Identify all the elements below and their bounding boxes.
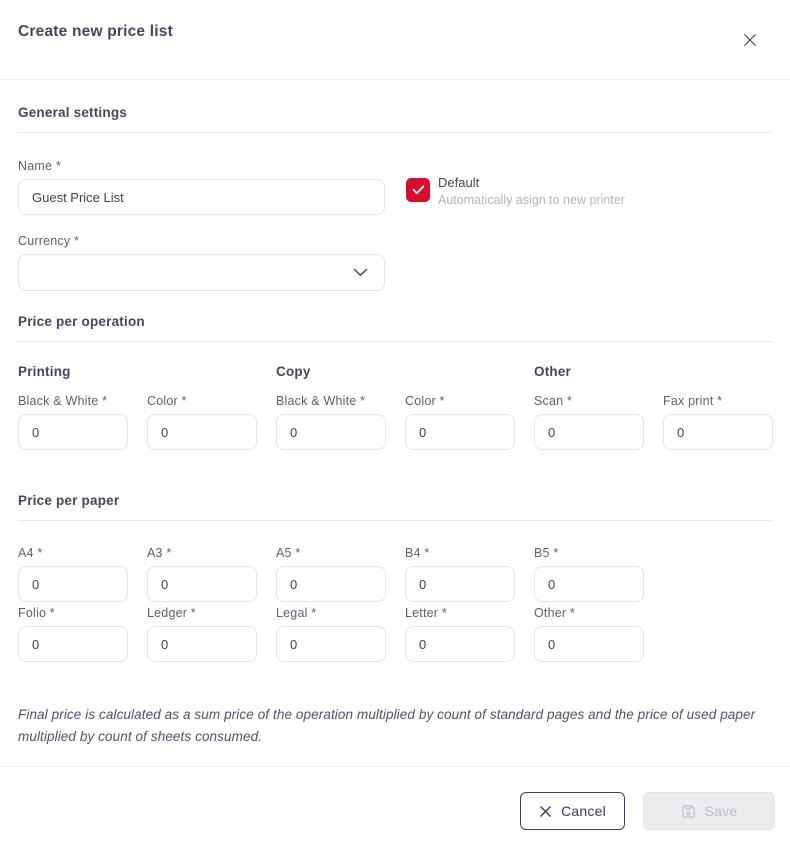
folio-field — [18, 606, 128, 662]
close-button[interactable] — [738, 28, 762, 52]
default-label: Default — [438, 175, 480, 190]
copy-bw-label: Black & White * — [276, 394, 366, 408]
a4-field — [18, 546, 128, 602]
final-price-note: Final price is calculated as a sum price of the operation multiplied by count of standard pages and the price of used paper multiplied by count of sheets consumed. — [18, 707, 756, 744]
fax-print-field — [663, 394, 773, 450]
copy-color-input[interactable] — [405, 414, 515, 450]
a3-input[interactable] — [147, 566, 257, 602]
b4-input[interactable] — [405, 566, 515, 602]
checkmark-icon — [412, 185, 425, 195]
save-label: Save — [704, 803, 738, 819]
section-price-per-operation — [18, 314, 772, 450]
scan-input[interactable] — [534, 414, 644, 450]
cancel-button[interactable] — [520, 792, 625, 830]
b5-label: B5 * — [534, 546, 559, 560]
a4-input[interactable] — [18, 566, 128, 602]
name-label: Name * — [18, 159, 61, 173]
dialog-title: Create new price list — [18, 23, 173, 40]
b4-label: B4 * — [405, 546, 430, 560]
a5-input[interactable] — [276, 566, 386, 602]
operation-grid — [18, 364, 772, 450]
folio-input[interactable] — [18, 626, 128, 662]
price-per-operation-divider — [18, 341, 772, 342]
printing-color-input[interactable] — [147, 414, 257, 450]
fax-print-label: Fax print * — [663, 394, 723, 408]
copy-color-label: Color * — [405, 394, 445, 408]
general-settings-divider — [18, 132, 772, 133]
a5-label: A5 * — [276, 546, 301, 560]
legal-field — [276, 606, 386, 662]
save-button[interactable] — [643, 792, 775, 830]
chevron-down-icon — [353, 268, 368, 277]
paper-grid — [18, 546, 772, 662]
general-settings-title: General settings — [18, 105, 127, 120]
dialog-body — [0, 105, 790, 748]
currency-field-group — [18, 234, 385, 291]
default-texts — [438, 175, 625, 215]
section-price-per-paper — [18, 493, 772, 662]
a3-label: A3 * — [147, 546, 172, 560]
legal-label: Legal * — [276, 606, 317, 620]
b4-field — [405, 546, 515, 602]
name-default-row — [18, 159, 772, 215]
scan-label: Scan * — [534, 394, 573, 408]
copy-bw-input[interactable] — [276, 414, 386, 450]
default-description: Automatically asign to new printer — [438, 193, 625, 207]
price-per-operation-title: Price per operation — [18, 314, 145, 329]
printing-bw-input[interactable] — [18, 414, 128, 450]
copy-bw-field — [276, 394, 386, 450]
name-input[interactable] — [18, 179, 385, 215]
price-per-paper-title: Price per paper — [18, 493, 120, 508]
ledger-label: Ledger * — [147, 606, 196, 620]
section-general-settings — [18, 105, 772, 291]
other-field — [534, 606, 644, 662]
letter-field — [405, 606, 515, 662]
name-field-group — [18, 159, 385, 215]
a3-field — [147, 546, 257, 602]
currency-label: Currency * — [18, 234, 80, 248]
default-checkbox-group — [406, 175, 625, 215]
scan-field — [534, 394, 644, 450]
dialog-footer — [0, 766, 790, 844]
currency-select[interactable] — [18, 254, 385, 291]
b5-input[interactable] — [534, 566, 644, 602]
printing-color-field — [147, 394, 257, 450]
price-per-paper-divider — [18, 520, 772, 521]
ledger-input[interactable] — [147, 626, 257, 662]
fax-print-input[interactable] — [663, 414, 773, 450]
printing-bw-field — [18, 394, 128, 450]
cancel-x-icon — [539, 805, 552, 818]
group-title-other: Other — [534, 364, 572, 379]
letter-input[interactable] — [405, 626, 515, 662]
other-label: Other * — [534, 606, 575, 620]
ledger-field — [147, 606, 257, 662]
b5-field — [534, 546, 644, 602]
other-input[interactable] — [534, 626, 644, 662]
printing-color-label: Color * — [147, 394, 187, 408]
group-title-copy: Copy — [276, 364, 311, 379]
group-title-printing: Printing — [18, 364, 71, 379]
cancel-label: Cancel — [561, 803, 606, 819]
folio-label: Folio * — [18, 606, 55, 620]
a4-label: A4 * — [18, 546, 43, 560]
legal-input[interactable] — [276, 626, 386, 662]
dialog-header — [0, 0, 790, 80]
close-icon — [742, 32, 758, 48]
save-floppy-icon — [681, 804, 696, 819]
copy-color-field — [405, 394, 515, 450]
default-checkbox[interactable] — [406, 178, 430, 202]
printing-bw-label: Black & White * — [18, 394, 108, 408]
a5-field — [276, 546, 386, 602]
letter-label: Letter * — [405, 606, 447, 620]
